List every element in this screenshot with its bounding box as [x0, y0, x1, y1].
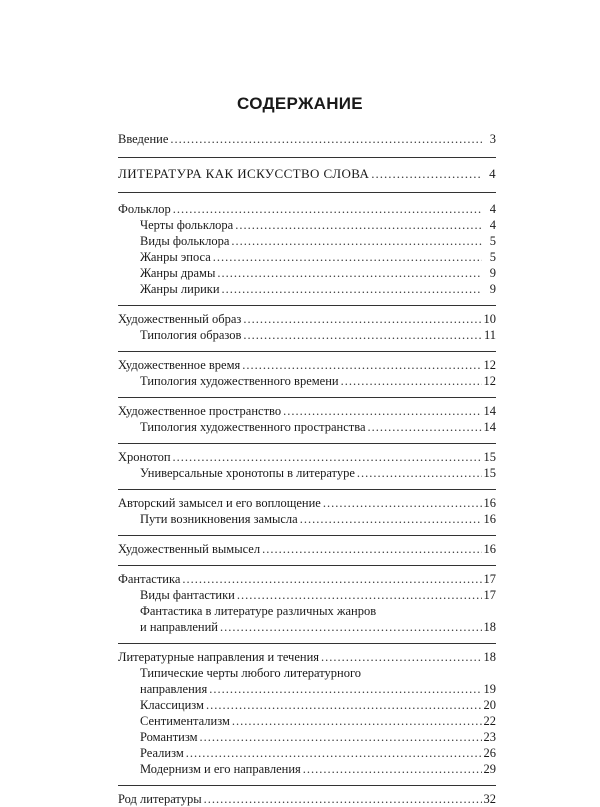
- toc-entry-title: Хронотоп: [118, 450, 171, 464]
- toc-page-number: 19: [483, 682, 496, 696]
- toc-subentry[interactable]: [118, 217, 496, 233]
- toc-subentry[interactable]: [118, 511, 496, 527]
- dot-leader: [341, 373, 482, 389]
- dot-leader: [262, 541, 481, 557]
- dot-leader: [182, 571, 481, 587]
- toc-entry-title: Романтизм: [140, 730, 198, 744]
- toc-page-number: 4: [489, 166, 496, 181]
- toc-entry-title: Типология художественного времени: [140, 374, 339, 388]
- page-title: СОДЕРЖАНИЕ: [237, 94, 363, 113]
- dot-leader: [243, 327, 482, 343]
- toc-page-number: 18: [483, 650, 496, 664]
- toc-entry-title: Фантастика в литературе различных жанров: [140, 604, 377, 618]
- dot-leader: [371, 166, 482, 182]
- toc-page-number: 22: [483, 714, 496, 728]
- toc-subentry[interactable]: [118, 373, 496, 389]
- toc-entry-title: Литературные направления и течения: [118, 650, 320, 664]
- toc-page-number: 17: [483, 588, 496, 602]
- toc-page-number: 14: [483, 420, 496, 434]
- toc-page-number: 5: [489, 250, 496, 264]
- toc-subentry[interactable]: [118, 281, 496, 297]
- dot-leader: [222, 281, 482, 297]
- toc-entry-title: и направлений: [140, 620, 218, 634]
- dot-leader: [220, 619, 482, 635]
- toc-entry-title: Художественный вымысел: [118, 542, 261, 556]
- section-divider: [118, 565, 496, 566]
- toc-entry-title: ЛИТЕРАТУРА КАК ИСКУССТВО СЛОВА: [118, 166, 370, 181]
- section-divider: [118, 443, 496, 444]
- toc-page-number: 10: [483, 312, 496, 326]
- toc-subentry[interactable]: [118, 681, 496, 697]
- toc-entry-title: Классицизм: [140, 698, 204, 712]
- dot-leader: [200, 729, 482, 745]
- toc-subentry[interactable]: [118, 465, 496, 481]
- toc-entry-title: Художественный образ: [118, 312, 242, 326]
- toc-page-number: 16: [483, 542, 496, 556]
- toc-page-number: 16: [483, 496, 496, 510]
- dot-leader: [237, 587, 482, 603]
- toc-subentry[interactable]: [118, 419, 496, 435]
- toc-entry[interactable]: [118, 311, 496, 327]
- toc-page-number: 15: [483, 466, 496, 480]
- toc-page-number: 12: [483, 374, 496, 388]
- section-divider: [118, 397, 496, 398]
- dot-leader: [242, 357, 481, 373]
- toc-page-number: 4: [489, 202, 496, 216]
- toc-entry[interactable]: [118, 571, 496, 587]
- dot-leader: [217, 265, 482, 281]
- toc-entry-title: Сентиментализм: [140, 714, 230, 728]
- toc-entry[interactable]: [118, 201, 496, 217]
- toc-entry-title: Фантастика: [118, 572, 181, 586]
- toc-page-number: 32: [483, 792, 496, 806]
- toc-entry-title: Универсальные хронотопы в литературе: [140, 466, 355, 480]
- toc-entry-title: Пути возникновения замысла: [140, 512, 298, 526]
- toc-subentry[interactable]: [118, 587, 496, 603]
- toc-entry[interactable]: [118, 166, 496, 182]
- dot-leader: [170, 131, 482, 147]
- toc-entry[interactable]: [118, 649, 496, 665]
- section-divider: [118, 489, 496, 490]
- toc-subentry[interactable]: [118, 729, 496, 745]
- toc-subentry[interactable]: [118, 745, 496, 761]
- toc-entry[interactable]: [118, 449, 496, 465]
- section-divider: [118, 643, 496, 644]
- table-of-contents: [118, 131, 496, 807]
- toc-entry-title: Художественное пространство: [118, 404, 282, 418]
- dot-leader: [173, 201, 482, 217]
- toc-page-number: 20: [483, 698, 496, 712]
- toc-subentry[interactable]: [118, 665, 496, 681]
- dot-leader: [213, 249, 482, 265]
- dot-leader: [204, 791, 482, 807]
- toc-entry-title: Жанры лирики: [140, 282, 220, 296]
- toc-page-number: 23: [483, 730, 496, 744]
- section-divider: [118, 351, 496, 352]
- toc-page-number: 29: [483, 762, 496, 776]
- dot-leader: [231, 233, 482, 249]
- toc-entry-title: Виды фольклора: [140, 234, 230, 248]
- toc-page-number: 11: [483, 328, 496, 342]
- section-divider: [118, 305, 496, 306]
- dot-leader: [321, 649, 481, 665]
- toc-subentry[interactable]: [118, 713, 496, 729]
- toc-entry-title: Жанры эпоса: [140, 250, 211, 264]
- toc-entry-title: Художественное время: [118, 358, 241, 372]
- toc-subentry[interactable]: [118, 619, 496, 635]
- dot-leader: [243, 311, 481, 327]
- dot-leader: [232, 713, 482, 729]
- dot-leader: [368, 419, 482, 435]
- toc-page-number: 18: [483, 620, 496, 634]
- toc-subentry[interactable]: [118, 697, 496, 713]
- toc-subentry[interactable]: [118, 327, 496, 343]
- toc-entry-title: Черты фольклора: [140, 218, 234, 232]
- toc-page-number: 12: [483, 358, 496, 372]
- dot-leader: [283, 403, 481, 419]
- dot-leader: [323, 495, 482, 511]
- toc-entry[interactable]: [118, 495, 496, 511]
- toc-entry[interactable]: [118, 131, 496, 147]
- toc-entry[interactable]: [118, 357, 496, 373]
- dot-leader: [303, 761, 482, 777]
- section-divider: [118, 535, 496, 536]
- toc-entry-title: Жанры драмы: [140, 266, 216, 280]
- toc-subentry[interactable]: [118, 603, 496, 619]
- section-divider: [118, 157, 496, 158]
- toc-page-number: 3: [489, 132, 496, 146]
- toc-entry-title: Авторский замысел и его воплощение: [118, 496, 321, 510]
- dot-leader: [209, 681, 481, 697]
- toc-page-number: 5: [489, 234, 496, 248]
- toc-entry-title: направления: [140, 682, 208, 696]
- dot-leader: [206, 697, 482, 713]
- toc-page-number: 16: [483, 512, 496, 526]
- section-divider: [118, 192, 496, 193]
- toc-page-number: 9: [489, 266, 496, 280]
- toc-entry[interactable]: [118, 403, 496, 419]
- toc-entry-title: Модернизм и его направления: [140, 762, 301, 776]
- toc-subentry[interactable]: [118, 233, 496, 249]
- toc-entry-title: Виды фантастики: [140, 588, 235, 602]
- dot-leader: [357, 465, 482, 481]
- toc-entry-title: Род литературы: [118, 792, 202, 806]
- dot-leader: [173, 449, 482, 465]
- toc-page-number: 17: [483, 572, 496, 586]
- toc-page-number: 14: [483, 404, 496, 418]
- toc-page-number: 9: [489, 282, 496, 296]
- toc-page-number: 26: [483, 746, 496, 760]
- toc-subentry[interactable]: [118, 265, 496, 281]
- toc-entry-title: Типология художественного пространства: [140, 420, 366, 434]
- toc-entry-title: Типические черты любого литературного: [140, 666, 362, 680]
- toc-entry-title: Типология образов: [140, 328, 242, 342]
- toc-page-number: 15: [483, 450, 496, 464]
- toc-subentry[interactable]: [118, 761, 496, 777]
- dot-leader: [186, 745, 482, 761]
- section-divider: [118, 785, 496, 786]
- dot-leader: [300, 511, 482, 527]
- toc-entry[interactable]: [118, 791, 496, 807]
- toc-entry[interactable]: [118, 541, 496, 557]
- toc-page-number: 4: [489, 218, 496, 232]
- toc-entry-title: Фольклор: [118, 202, 171, 216]
- toc-entry-title: Реализм: [140, 746, 184, 760]
- toc-subentry[interactable]: [118, 249, 496, 265]
- dot-leader: [235, 217, 482, 233]
- toc-entry-title: Введение: [118, 132, 169, 146]
